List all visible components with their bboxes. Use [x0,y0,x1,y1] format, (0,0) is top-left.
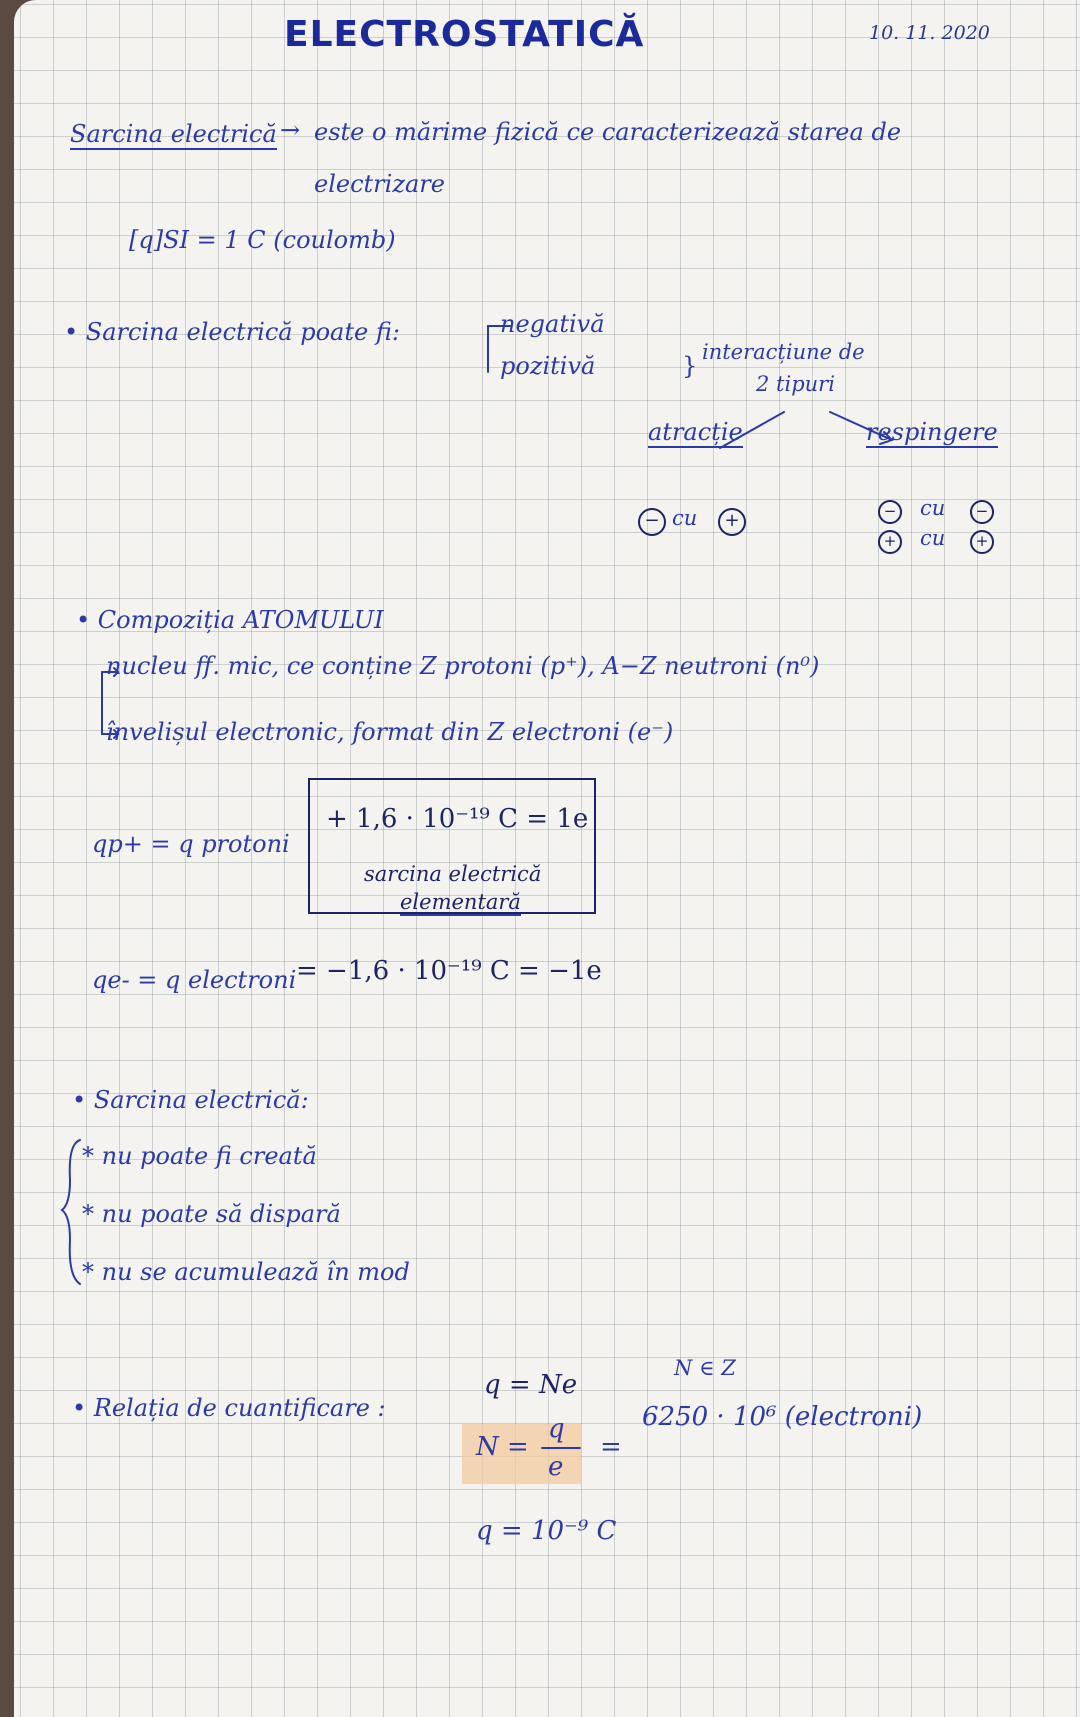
q-value: q = 10⁻⁹ C [476,1516,617,1546]
n-domain: N ∈ Z [674,1356,736,1380]
n-numerator: q [548,1414,565,1444]
date-label: 10. 11. 2020 [869,22,990,44]
types-intro: • Sarcina electrică poate fi: [64,318,400,346]
quantization-formula: q = Ne [484,1370,578,1400]
attraction-rel: cu [672,506,698,530]
electron-lhs: qe- = q electroni [92,966,297,994]
atom-heading: • Compoziția ATOMULUI [76,606,384,634]
n-equals: = [600,1432,622,1462]
proton-lhs: qp+ = q protoni [92,830,290,858]
pen-strokes [14,0,1080,1717]
page-title: ELECTROSTATICĂ [284,14,645,55]
arrow-icon: → [280,116,301,144]
plus-icon: + [718,508,746,536]
repulsion-rel: cu [920,496,946,520]
attraction-label: atracție [648,418,743,446]
term-label: Sarcina electrică [70,120,277,148]
type-positive: pozitivă [500,352,596,380]
plus-icon: + [878,530,902,554]
box-caption: sarcina electrică [364,862,542,886]
box-caption-2: elementară [400,890,521,914]
interaction-label: interacțiune de [702,340,865,364]
brace-icon: } [682,352,698,380]
repulsion-label: respingere [866,418,998,446]
property-item: * nu se acumulează în mod [82,1258,410,1286]
atom-nucleus: nucleu ff. mic, ce conține Z protoni (p⁺), A−Z neutroni (n⁰) [106,652,820,680]
minus-icon: − [638,508,666,536]
minus-icon: − [970,500,994,524]
electron-value: = −1,6 · 10⁻¹⁹ C = −1e [296,956,602,986]
notebook-page [14,0,1080,1717]
minus-icon: − [878,500,902,524]
type-negative: negativă [500,310,605,338]
quantization-heading: • Relația de cuantificare : [72,1394,386,1422]
interaction-types: 2 tipuri [756,372,835,396]
n-lhs: N = [476,1432,529,1462]
properties-heading: • Sarcina electrică: [72,1086,309,1114]
definition-text-2: electrizare [314,170,445,198]
definition-text: este o mărime fizică ce caracterizează starea de [314,118,902,146]
property-item: * nu poate să dispară [82,1200,341,1228]
repulsion-rel: cu [920,526,946,550]
property-item: * nu poate fi creată [82,1142,317,1170]
proton-value: + 1,6 · 10⁻¹⁹ C = 1e [326,804,589,834]
atom-shell: învelișul electronic, format din Z electroni (e⁻) [106,718,674,746]
plus-icon: + [970,530,994,554]
n-denominator: e [548,1452,564,1482]
si-unit: [q]SI = 1 C (coulomb) [129,226,396,254]
n-result: 6250 · 10⁶ (electroni) [642,1402,923,1432]
